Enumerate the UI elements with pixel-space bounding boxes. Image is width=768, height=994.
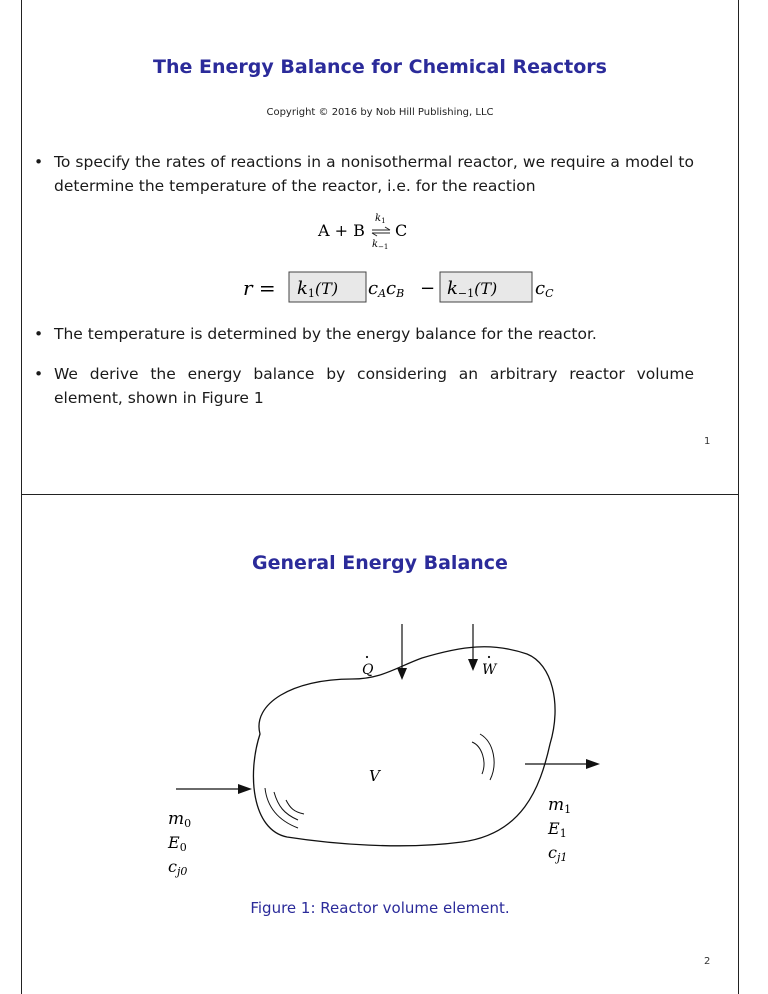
- outlet-concentration-label: cj1: [548, 843, 568, 864]
- bullet-3: [34, 362, 694, 410]
- reaction-reactants: A + B: [318, 221, 365, 240]
- inlet-energy-label: E0: [168, 833, 187, 854]
- heat-label: Q: [362, 662, 374, 678]
- outlet-mass-label: m1: [548, 795, 572, 816]
- rate-minus: −: [420, 278, 436, 299]
- reaction-k-reverse: $k_{-1}$: [372, 239, 389, 250]
- slide-1-title: The Energy Balance for Chemical Reactors: [153, 56, 607, 78]
- reaction-k-forward: $k_1$: [375, 213, 386, 225]
- work-dot: [488, 656, 490, 658]
- page-number-1: 1: [704, 436, 711, 447]
- heat-dot: [366, 656, 368, 658]
- copyright-notice: Copyright © 2016 by Nob Hill Publishing, LLC: [266, 107, 494, 118]
- rate-k1: k1(T): [297, 278, 339, 300]
- bullet-3-text: We derive the energy balance by considering an arbitrary reactor volume element, shown in Figure 1: [54, 365, 694, 407]
- reactor-element-outline: [253, 647, 555, 846]
- slide-1: [21, 0, 739, 495]
- bullet-1: [34, 150, 694, 198]
- volume-label: V: [369, 767, 380, 785]
- bullet-2-text: The temperature is determined by the energy balance for the reactor.: [54, 325, 597, 343]
- swirl-mark: [472, 742, 484, 774]
- bullet-1-text: To specify the rates of reactions in a nonisothermal reactor, we require a model to determine the temperature of the reactor, i.e. for the reaction: [54, 153, 694, 195]
- reactor-volume-figure: [22, 624, 738, 894]
- rate-k-1: k−1(T): [447, 278, 498, 300]
- outlet-energy-label: E1: [548, 819, 567, 840]
- bullet-2: [34, 322, 694, 346]
- inlet-concentration-label: cj0: [168, 857, 188, 878]
- slide-2-title: General Energy Balance: [252, 552, 508, 574]
- bullet-dot: •: [34, 153, 44, 171]
- outlet-arrow-head: [586, 759, 600, 769]
- inlet-mass-label: m0: [168, 809, 192, 830]
- rate-cC: cC: [535, 278, 554, 300]
- rate-cA-cB: cAcB: [368, 278, 405, 300]
- reaction-product: C: [395, 221, 408, 240]
- work-label: W: [482, 662, 497, 678]
- swirl-mark: [286, 800, 304, 814]
- heat-arrow-head: [397, 668, 407, 680]
- figure-caption: Figure 1: Reactor volume element.: [250, 899, 510, 917]
- bullet-dot: •: [34, 365, 44, 383]
- reaction-equation: [22, 206, 738, 250]
- inlet-arrow-head: [238, 784, 252, 794]
- slide-2: [21, 494, 739, 994]
- bullet-dot: •: [34, 325, 44, 343]
- rate-lhs: r =: [243, 276, 276, 300]
- work-arrow-head: [468, 659, 478, 671]
- rate-equation: [22, 268, 738, 308]
- page-number-2: 2: [704, 956, 711, 967]
